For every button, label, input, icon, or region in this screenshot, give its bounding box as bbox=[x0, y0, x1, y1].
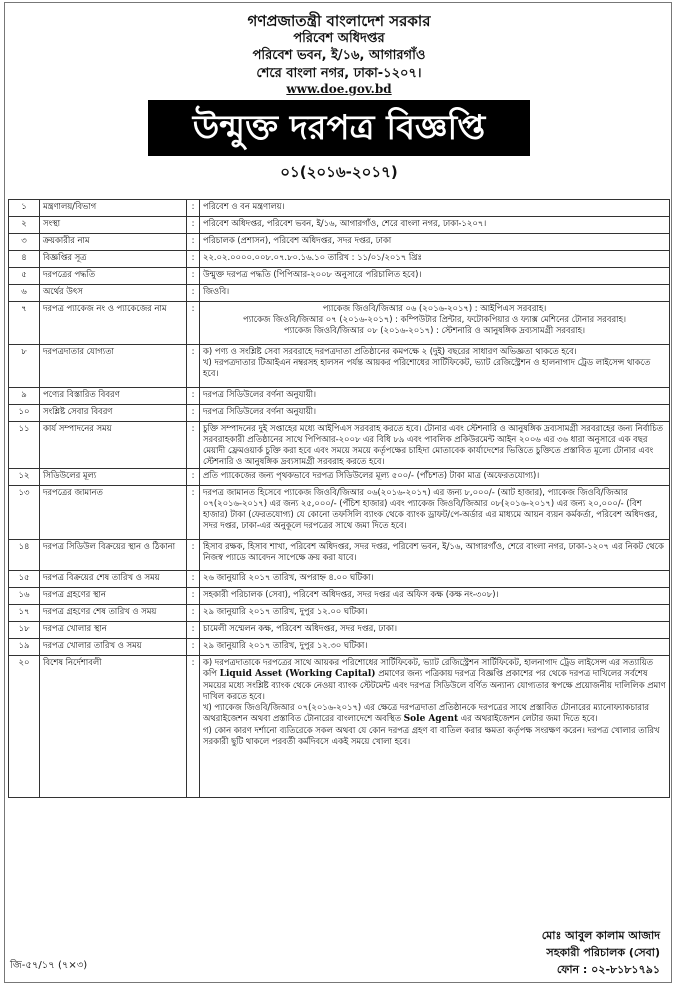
special-instructions bbox=[200, 656, 670, 798]
row-value-line: পরিবেশ অধিদপ্তর, পরিবেশ ভবন, ই/১৬, আগারগাঁও, শেরে বাংলা নগর, ঢাকা-১২০৭। bbox=[203, 218, 487, 228]
row-serial: ১২ bbox=[9, 469, 40, 486]
row-value bbox=[200, 251, 670, 268]
row-serial: ৯ bbox=[9, 388, 40, 405]
row-label: দরপত্র গ্রহণের স্থান bbox=[40, 588, 187, 605]
row-serial: ৪ bbox=[9, 251, 40, 268]
row-colon: : bbox=[187, 622, 200, 639]
row-value bbox=[200, 217, 670, 234]
notice-banner: উন্মুক্ত দরপত্র বিজ্ঞপ্তি bbox=[148, 100, 530, 156]
row-value-line: ২২.০২.০০০০.০০৮.০৭.৮০.১৬.১০ তারিখ : ১১/০১/২০১৭ খ্রিঃ bbox=[203, 252, 422, 262]
row-serial: ১৯ bbox=[9, 639, 40, 656]
row-value-line: ২৯ জানুয়ারি ২০১৭ তারিখ, দুপুর ১২.০০ ঘটিকা। bbox=[203, 606, 368, 616]
table-row bbox=[9, 388, 670, 405]
row-value bbox=[200, 388, 670, 405]
table-row bbox=[9, 217, 670, 234]
row-serial: ৩ bbox=[9, 234, 40, 251]
row-serial: ৫ bbox=[9, 268, 40, 285]
row-value-line: প্রতি প্যাকেজের জন্য পৃথকভাবে দরপত্র সিডিউলের মূল্য ৫০০/- (পাঁচশত) টাকা মাত্র (অফেরতযোগ্য)। bbox=[203, 470, 540, 480]
row-label: কার্য সম্পাদনের সময় bbox=[40, 422, 187, 469]
row-colon: : bbox=[187, 571, 200, 588]
row-label: মন্ত্রণালয়/বিভাগ bbox=[40, 200, 187, 217]
row-value-line: চুক্তি সম্পাদনের দুই সপ্তাহের মধ্যে আইপিএস সরবরাহ করতে হবে। টোনার এবং স্টেশনারি ও আনুষঙ্গিক দ্রব্যসামগ্রী সরবরাহের জন্য নির্বাচিত সরবরাহকারী প্রতিষ্ঠানের সাথে পিপিআর-২০০৮ এর বিধি ৮৯ এবং পাবলিক প্রকিউরমেন্ট আইন ২০০৬ এর ৩৬ ধারা অনুসারে এক বছর মেয়াদী ফ্রেমওয়ার্ক চুক্তি করা হবে এবং সময়ে সময়ে কর্তৃপক্ষের চাহিদা মোতাবেক কার্যাদেশের ভিত্তিতে চুক্তিতে প্রস্তাবিত মূল্যে টোনার এবং স্টেশনারি ও আনুষঙ্গিক দ্রব্যসামগ্রী সরবরাহ করতে হবে। bbox=[203, 423, 663, 466]
table-row bbox=[9, 656, 670, 798]
table-row bbox=[9, 486, 670, 540]
table-row bbox=[9, 605, 670, 622]
row-label: দরপত্র সিডিউল বিক্রয়ের স্থান ও ঠিকানা bbox=[40, 540, 187, 571]
row-serial: ৮ bbox=[9, 345, 40, 388]
row-serial: ১৪ bbox=[9, 540, 40, 571]
notice-number: ০১(২০১৬-২০১৭) bbox=[280, 163, 398, 181]
row-serial: ৬ bbox=[9, 285, 40, 302]
row-label: দরপত্রদাতার যোগ্যতা bbox=[40, 345, 187, 388]
row-colon: : bbox=[187, 285, 200, 302]
row-value-line: ২৯ জানুয়ারি ২০১৭ তারিখ, দুপুর ১২.৩০ ঘটিকা। bbox=[203, 640, 368, 650]
row-label: বিশেষ নির্দেশাবলী bbox=[40, 656, 187, 798]
row-value bbox=[200, 639, 670, 656]
row-value bbox=[200, 422, 670, 469]
instruction-b-text-2: এর অথরাইজেশন লেটার জমা দিতে হবে। bbox=[458, 713, 598, 723]
row-colon: : bbox=[187, 588, 200, 605]
table-row bbox=[9, 469, 670, 486]
row-value bbox=[200, 469, 670, 486]
table-row bbox=[9, 251, 670, 268]
row-colon: : bbox=[187, 388, 200, 405]
instruction-a-text-2: প্রমাণের জন্য পত্রিকায় দরপত্র বিজ্ঞপ্তি প্রকাশের পর থেকে দরপত্র দাখিলের সর্বশেষ সময়ের মধ্যে সংশ্লিষ্ট ব্যাংক থেকে নেওয়া ব্যাংক স্টেটমেন্ট এবং দরপত্র সিডিউলে বর্ণিত অন্যান্য যোগ্যতার স্বপক্ষে প্রয়োজনীয় দালিলিক প্রমাণ দাখিল করতে হবে। bbox=[203, 668, 666, 701]
row-value-line: ২৬ জানুয়ারি ২০১৭ তারিখ, অপরাহ্ন ৪.০০ ঘটিকা। bbox=[203, 572, 374, 582]
row-value bbox=[200, 200, 670, 217]
row-value bbox=[200, 285, 670, 302]
row-label: দরপত্র প্যাকেজ নং ও প্যাকেজের নাম bbox=[40, 302, 187, 345]
row-colon: : bbox=[187, 234, 200, 251]
row-value bbox=[200, 268, 670, 285]
table-row bbox=[9, 345, 670, 388]
row-value-line: দরপত্র সিডিউলের বর্ণনা অনুযায়ী। bbox=[203, 406, 317, 416]
table-row bbox=[9, 540, 670, 571]
instruction-b bbox=[203, 702, 666, 725]
row-serial: ১১ bbox=[9, 422, 40, 469]
instruction-b-text: খ) প্যাকেজ জিওবি/জিআর ০৭(২০১৬-২০১৭) এর ক্ষেত্রে দরপত্রদাতা প্রতিষ্ঠানকে দরপত্রের সাথে প্রস্তাবিত টোনারের ম্যানোফ্যাকচারার অথরাইজেশন অথবা প্রস্তাবিত টোনারের বাংলাদেশে অবস্থিত bbox=[203, 702, 649, 723]
row-value-line: প্যাকেজ জিওবি/জিআর ০৮ (২০১৬-২০১৭) : স্টেশনারি ও আনুষঙ্গিক দ্রব্যসামগ্রী সরবরাহ। bbox=[283, 325, 586, 335]
row-value bbox=[200, 302, 670, 345]
row-value-line: খ) দরপত্রদাতার টিআইএন নম্বরসহ হালসন পর্যন্ত আয়কর পরিশোধের সার্টিফিকেট, ভ্যাট রেজিস্ট্রেশন ও হালনাগাদ ট্রেড লাইসেন্স থাকতে হবে। bbox=[203, 357, 651, 378]
liquid-asset-term: Liquid Asset (Working Capital) bbox=[219, 669, 376, 679]
row-label: অর্থের উৎস bbox=[40, 285, 187, 302]
table-row bbox=[9, 622, 670, 639]
table-row bbox=[9, 571, 670, 588]
row-label: বিজ্ঞপ্তির সূত্র bbox=[40, 251, 187, 268]
table-row bbox=[9, 422, 670, 469]
table-row bbox=[9, 639, 670, 656]
row-value-line: দরপত্র জামানত হিসেবে প্যাকেজ জিওবি/জিআর ০৬(২০১৬-২০১৭) এর জন্য ৮,০০০/- (আট হাজার), প্যাকেজ জিওবি/জিআর ০৭(২০১৬-২০১৭) এর জন্য ২৫,০০০/- (পঁচিশ হাজার) এবং প্যাকেজ জিওবি/জিআর ০৮(২০১৬-২০১৭) এর জন্য ২০,০০০/- (বিশ হাজার) টাকা (ফেরতযোগ্য) যে কোনো তফসিলি ব্যাংক থেকে ব্যাংক ড্রাফট/পে-অর্ডার এর মাধ্যমে আয়ন ব্যয়ন কর্মকর্তা, পরিবেশ অধিদপ্তর, সদর দপ্তর, ঢাকা-এর অনুকূলে দরপত্রের সাথে জমা দিতে হবে। bbox=[203, 487, 658, 530]
row-colon: : bbox=[187, 345, 200, 388]
row-serial: ১৭ bbox=[9, 605, 40, 622]
row-value-line: পরিচালক (প্রশাসন), পরিবেশ অধিদপ্তর, সদর দপ্তর, ঢাকা bbox=[203, 235, 392, 245]
row-serial: ১০ bbox=[9, 405, 40, 422]
row-value-line: প্যাকেজ জিওবি/জিআর ০৬ (২০১৬-২০১৭) : আইপিএস সরবরাহ। bbox=[322, 303, 547, 313]
row-value-line: ক) পণ্য ও সংশ্লিষ্ট সেবা সরবরাহে দরপত্রদাতা প্রতিষ্ঠানের কমপক্ষে ২ (দুই) বছরের সাধারণ অভিজ্ঞতা থাকতে হবে। bbox=[203, 346, 577, 356]
row-colon: : bbox=[187, 251, 200, 268]
instruction-a-text: ক) দরপত্রদাতাকে দরপত্রের সাথে আয়কর পরিশোধের সার্টিফিকেট, ভ্যাট রেজিস্ট্রেশন সার্টিফিকেট, হালনাগাদ ট্রেড লাইসেন্স এর সত্যায়িত কপি bbox=[203, 657, 653, 678]
row-value bbox=[200, 486, 670, 540]
row-serial: ২০ bbox=[9, 656, 40, 798]
row-value bbox=[200, 622, 670, 639]
row-value-line: প্যাকেজ জিওবি/জিআর ০৭ (২০১৬-২০১৭) : কম্পিউটার প্রিন্টার, ফটোকপিয়ার ও ফ্যাক্স মেশিনের টোনার সরবরাহ। bbox=[243, 314, 626, 324]
table-row bbox=[9, 200, 670, 217]
table-row bbox=[9, 302, 670, 345]
row-label: সংস্থা bbox=[40, 217, 187, 234]
footer-code: জি-৫৭/১৭ (৭×৩) bbox=[10, 960, 88, 971]
row-label: দরপত্র গ্রহণের শেষ তারিখ ও সময় bbox=[40, 605, 187, 622]
address-line-2: শেরে বাংলা নগর, ঢাকা-১২০৭। bbox=[256, 66, 422, 81]
row-label: সিডিউলের মূল্য bbox=[40, 469, 187, 486]
row-label: দরপত্র বিক্রয়ের শেষ তারিখ ও সময় bbox=[40, 571, 187, 588]
table-row bbox=[9, 234, 670, 251]
row-value-line: দরপত্র সিডিউলের বর্ণনা অনুযায়ী। bbox=[203, 389, 317, 399]
row-serial: ১৬ bbox=[9, 588, 40, 605]
row-serial: ১৩ bbox=[9, 486, 40, 540]
address-line-1: পরিবেশ ভবন, ই/১৬, আগারগাঁও bbox=[252, 48, 426, 63]
row-value-line: পরিবেশ ও বন মন্ত্রণালয়। bbox=[203, 201, 285, 211]
signatory-name: মোঃ আবুল কালাম আজাদ bbox=[541, 929, 660, 942]
row-value bbox=[200, 540, 670, 571]
row-label: ক্রয়কারীর নাম bbox=[40, 234, 187, 251]
row-colon: : bbox=[187, 540, 200, 571]
row-label: দরপত্র খোলার স্থান bbox=[40, 622, 187, 639]
row-colon: : bbox=[187, 639, 200, 656]
table-row bbox=[9, 285, 670, 302]
row-colon: : bbox=[187, 422, 200, 469]
row-label: দরপত্রের জামানত bbox=[40, 486, 187, 540]
row-colon: : bbox=[187, 268, 200, 285]
row-colon: : bbox=[187, 405, 200, 422]
row-value-line: সহকারী পরিচালক (সেবা), পরিবেশ অধিদপ্তর, সদর দপ্তর এর অফিস কক্ষ (কক্ষ নং-৩০৮)। bbox=[203, 589, 499, 599]
instruction-a bbox=[203, 657, 666, 702]
row-value bbox=[200, 405, 670, 422]
table-row bbox=[9, 588, 670, 605]
row-label: দরপত্রের পদ্ধতি bbox=[40, 268, 187, 285]
row-colon: : bbox=[187, 656, 200, 798]
signatory-designation: সহকারী পরিচালক (সেবা) bbox=[546, 946, 660, 959]
sole-agent-term: Sole Agent bbox=[403, 714, 459, 724]
row-value bbox=[200, 571, 670, 588]
instruction-c: গ) কোন কারণ দর্শানো ব্যতিরেকে সকল অথবা যে কোন দরপত্র গ্রহণ বা বাতিল করার ক্ষমতা কর্তৃপক্ষ সংরক্ষণ করেন। দরপত্র খোলার তারিখ সরকারী ছুটি থাকলে পরবর্তী কর্মদিবসে একই সময়ে খোলা হবে। bbox=[203, 725, 660, 746]
row-colon: : bbox=[187, 302, 200, 345]
row-serial: ১৮ bbox=[9, 622, 40, 639]
row-serial: ১৫ bbox=[9, 571, 40, 588]
row-value bbox=[200, 605, 670, 622]
row-value-line: উন্মুক্ত দরপত্র পদ্ধতি (পিপিআর-২০০৮ অনুসারে পরিচালিত হবে)। bbox=[203, 269, 422, 279]
row-value bbox=[200, 588, 670, 605]
department-name: পরিবেশ অধিদপ্তর bbox=[293, 31, 385, 46]
row-colon: : bbox=[187, 605, 200, 622]
row-value-line: চামেলী সম্মেলন কক্ষ, পরিবেশ অধিদপ্তর, সদর দপ্তর, ঢাকা। bbox=[203, 623, 398, 633]
row-serial: ২ bbox=[9, 217, 40, 234]
row-label: সংশ্লিষ্ট সেবার বিবরণ bbox=[40, 405, 187, 422]
table-row bbox=[9, 405, 670, 422]
tender-details-table bbox=[8, 199, 670, 798]
row-colon: : bbox=[187, 200, 200, 217]
govt-name: গণপ্রজাতন্ত্রী বাংলাদেশ সরকার bbox=[247, 12, 431, 30]
row-value-line: জিওবি। bbox=[203, 286, 230, 296]
row-value bbox=[200, 345, 670, 388]
row-serial: ১ bbox=[9, 200, 40, 217]
signatory-phone: ফোন : ০২-৮১৮১৭৯১ bbox=[556, 963, 660, 976]
table-row bbox=[9, 268, 670, 285]
website-link[interactable]: www.doe.gov.bd bbox=[286, 82, 392, 96]
row-label: দরপত্র খোলার তারিখ ও সময় bbox=[40, 639, 187, 656]
row-colon: : bbox=[187, 217, 200, 234]
row-colon: : bbox=[187, 486, 200, 540]
row-value bbox=[200, 234, 670, 251]
row-label: পণ্যের বিস্তারিত বিবরণ bbox=[40, 388, 187, 405]
row-value-line: হিসাব রক্ষক, হিসাব শাখা, পরিবেশ অধিদপ্তর, সদর দপ্তর, পরিবেশ ভবন, ই/১৬, আগারগাঁও, শেরে বাংলা নগর, ঢাকা-১২০৭ এর নিকট থেকে নিজস্ব প্যাডে আবেদন সাপেক্ষে ক্রয় করা যাবে। bbox=[203, 541, 664, 562]
row-serial: ৭ bbox=[9, 302, 40, 345]
row-colon: : bbox=[187, 469, 200, 486]
